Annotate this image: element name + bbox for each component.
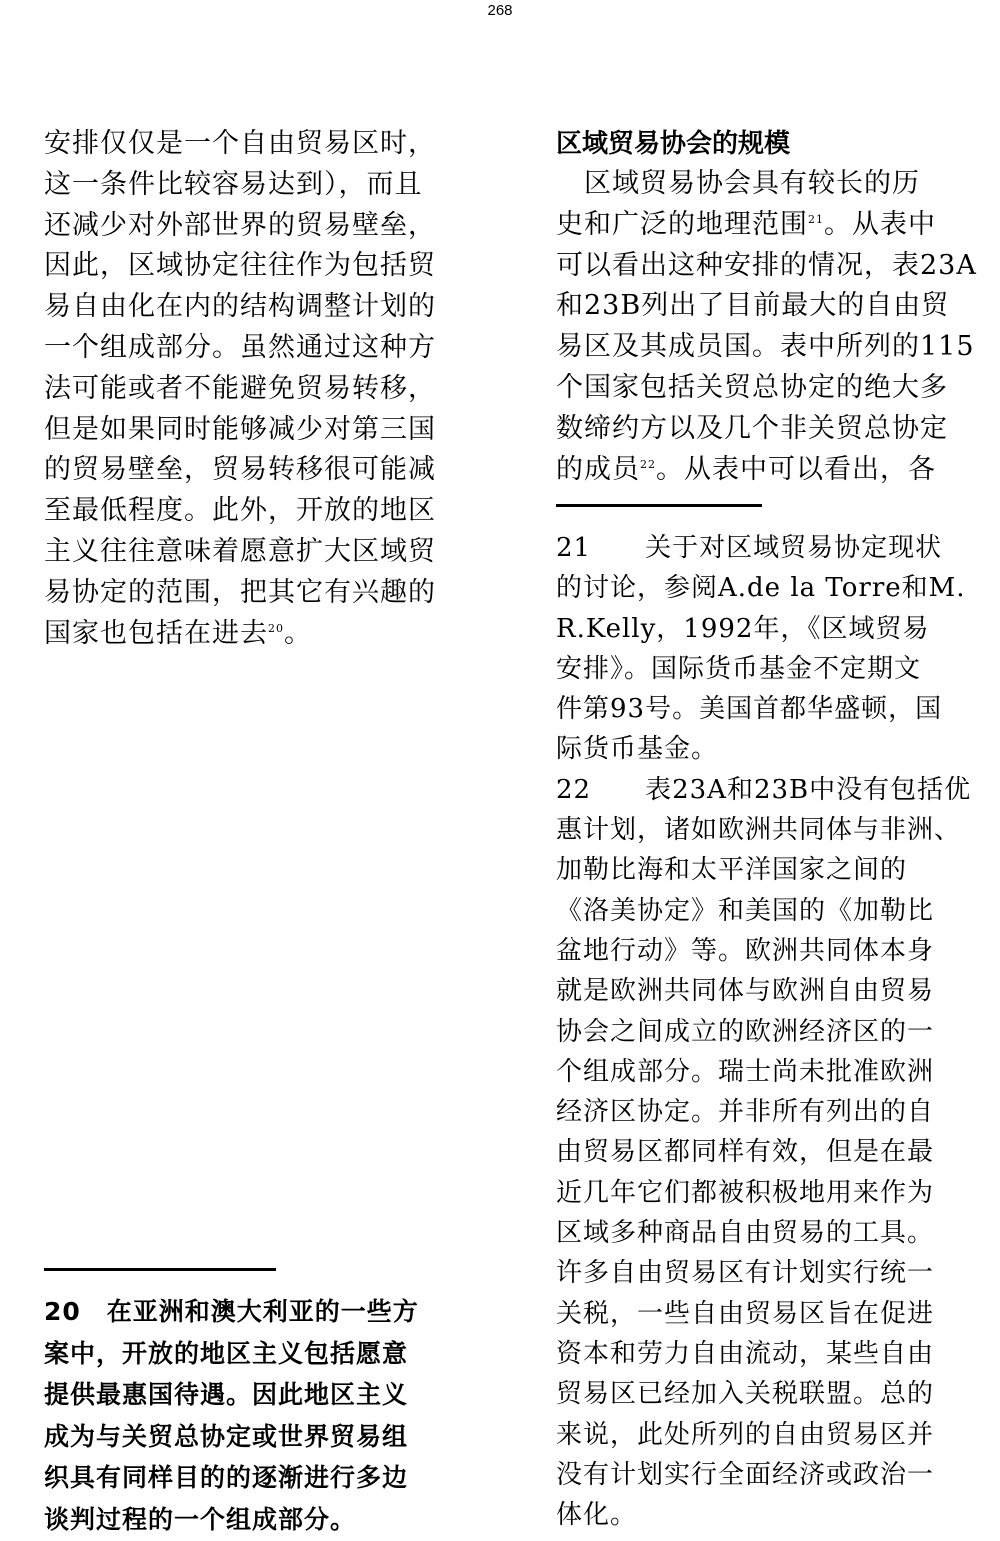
footnote-line: 《洛美协定》和美国的《加勒比	[556, 895, 935, 926]
body-line: 因此，区域协定往往作为包括贸	[44, 250, 436, 282]
body-text: 的成员	[556, 453, 640, 485]
footnote-line: 许多自由贸易区有计划实行统一	[556, 1258, 935, 1289]
footnote-line: 就是欧洲共同体与欧洲自由贸易	[556, 976, 935, 1007]
footnote-line: 由贸易区都同样有效，但是在最	[556, 1137, 935, 1168]
body-text: 国家也包括在进去	[44, 617, 268, 649]
footnote-separator-right	[556, 504, 762, 507]
footnote-line: 成为与关贸总协定或世界贸易组	[44, 1421, 409, 1451]
footnote-line: 近几年它们都被积极地用来作为	[556, 1177, 935, 1208]
body-line: 可以看出这种安排的情况，表23A	[556, 249, 977, 281]
footnote-line: 20 在亚洲和澳大利亚的一些方	[44, 1297, 419, 1326]
body-line: 的贸易壁垒，贸易转移很可能减	[44, 454, 436, 486]
footnote-line: 惠计划，诸如欧洲共同体与非洲、	[556, 815, 962, 846]
body-line: 但是如果同时能够减少对第三国	[44, 413, 436, 445]
footnote-separator-left	[44, 1268, 276, 1271]
footnote-line: 资本和劳力自由流动，某些自由	[556, 1338, 935, 1369]
body-line	[556, 450, 986, 491]
footnote-ref-20[interactable]: 20	[268, 621, 284, 635]
footnote-line: 个组成部分。瑞士尚未批准欧洲	[556, 1056, 935, 1087]
footnote-line: 21 关于对区域贸易协定现状	[556, 533, 943, 563]
footnote-line: 加勒比海和太平洋国家之间的	[556, 855, 908, 886]
footnotes-21-22	[556, 528, 996, 1535]
footnote-line: 来说，此处所列的自由贸易区并	[556, 1419, 935, 1450]
footnote-line: R.Kelly，1992年，《区域贸易	[556, 613, 930, 644]
body-text: 。从表中可以看出，各	[656, 453, 936, 485]
body-line: 安排仅仅是一个自由贸易区时，	[44, 128, 436, 159]
footnote-line: 经济区协定。并非所有列出的自	[556, 1097, 935, 1128]
footnote-line: 际货币基金。	[556, 734, 719, 765]
body-line-last	[44, 614, 459, 655]
body-line: 法可能或者不能避免贸易转移，	[44, 372, 436, 404]
body-line: 至最低程度。此外，开放的地区	[44, 495, 436, 527]
footnote-line: 贸易区已经加入关税联盟。总的	[556, 1379, 935, 1410]
body-line: 易自由化在内的结构调整计划的	[44, 291, 436, 323]
footnote-line: 关税，一些自由贸易区旨在促进	[556, 1298, 935, 1329]
footnote-line: 协会之间成立的欧洲经济区的一	[556, 1016, 935, 1047]
body-text: 史和广泛的地理范围	[556, 208, 808, 240]
body-line: 区域贸易协会具有较长的历	[556, 168, 920, 199]
footnote-line: 谈判过程的一个组成部分。	[44, 1504, 357, 1534]
body-line: 主义往往意味着愿意扩大区域贸	[44, 535, 436, 567]
page-number: 268	[487, 2, 513, 19]
footnote-line: 盆地行动》等。欧洲共同体本身	[556, 935, 935, 966]
body-line: 易区及其成员国。表中所列的115	[556, 331, 975, 363]
footnote-line: 区域多种商品自由贸易的工具。	[556, 1218, 935, 1249]
section-heading: 区域贸易协会的规模	[556, 129, 791, 159]
footnote-line: 案中，开放的地区主义包括愿意	[44, 1338, 409, 1368]
body-text: 。	[284, 617, 312, 649]
footnote-line: 织具有同样目的的逐渐进行多边	[44, 1463, 409, 1493]
body-text: 。从表中	[824, 208, 936, 240]
footnote-line: 的讨论，参阅A.de la Torre和M.	[556, 573, 966, 604]
footnote-ref-21[interactable]: 21	[808, 212, 824, 226]
footnote-ref-22[interactable]: 22	[640, 457, 656, 471]
body-line: 还减少对外部世界的贸易壁垒，	[44, 209, 436, 241]
footnote-line: 件第93号。美国首都华盛顿，国	[556, 694, 943, 725]
left-column-body	[44, 124, 459, 654]
right-column-body	[556, 124, 986, 490]
footnote-line: 没有计划实行全面经济或政治一	[556, 1459, 935, 1490]
footnote-line: 22 表23A和23B中没有包括优	[556, 774, 972, 805]
footnote-line: 提供最惠国待遇。因此地区主义	[44, 1380, 409, 1410]
body-line: 易协定的范围，把其它有兴趣的	[44, 576, 436, 608]
body-line: 个国家包括关贸总协定的绝大多	[556, 371, 948, 403]
body-line	[556, 205, 986, 246]
footnote-line: 体化。	[556, 1500, 638, 1531]
body-line: 这一条件比较容易达到），而且	[44, 168, 423, 200]
footnote-20	[44, 1291, 464, 1541]
footnote-line: 安排》。国际货币基金不定期文	[556, 653, 922, 684]
body-line: 一个组成部分。虽然通过这种方	[44, 331, 436, 363]
body-line: 和23B列出了目前最大的自由贸	[556, 290, 950, 322]
body-line: 数缔约方以及几个非关贸总协定	[556, 412, 948, 444]
